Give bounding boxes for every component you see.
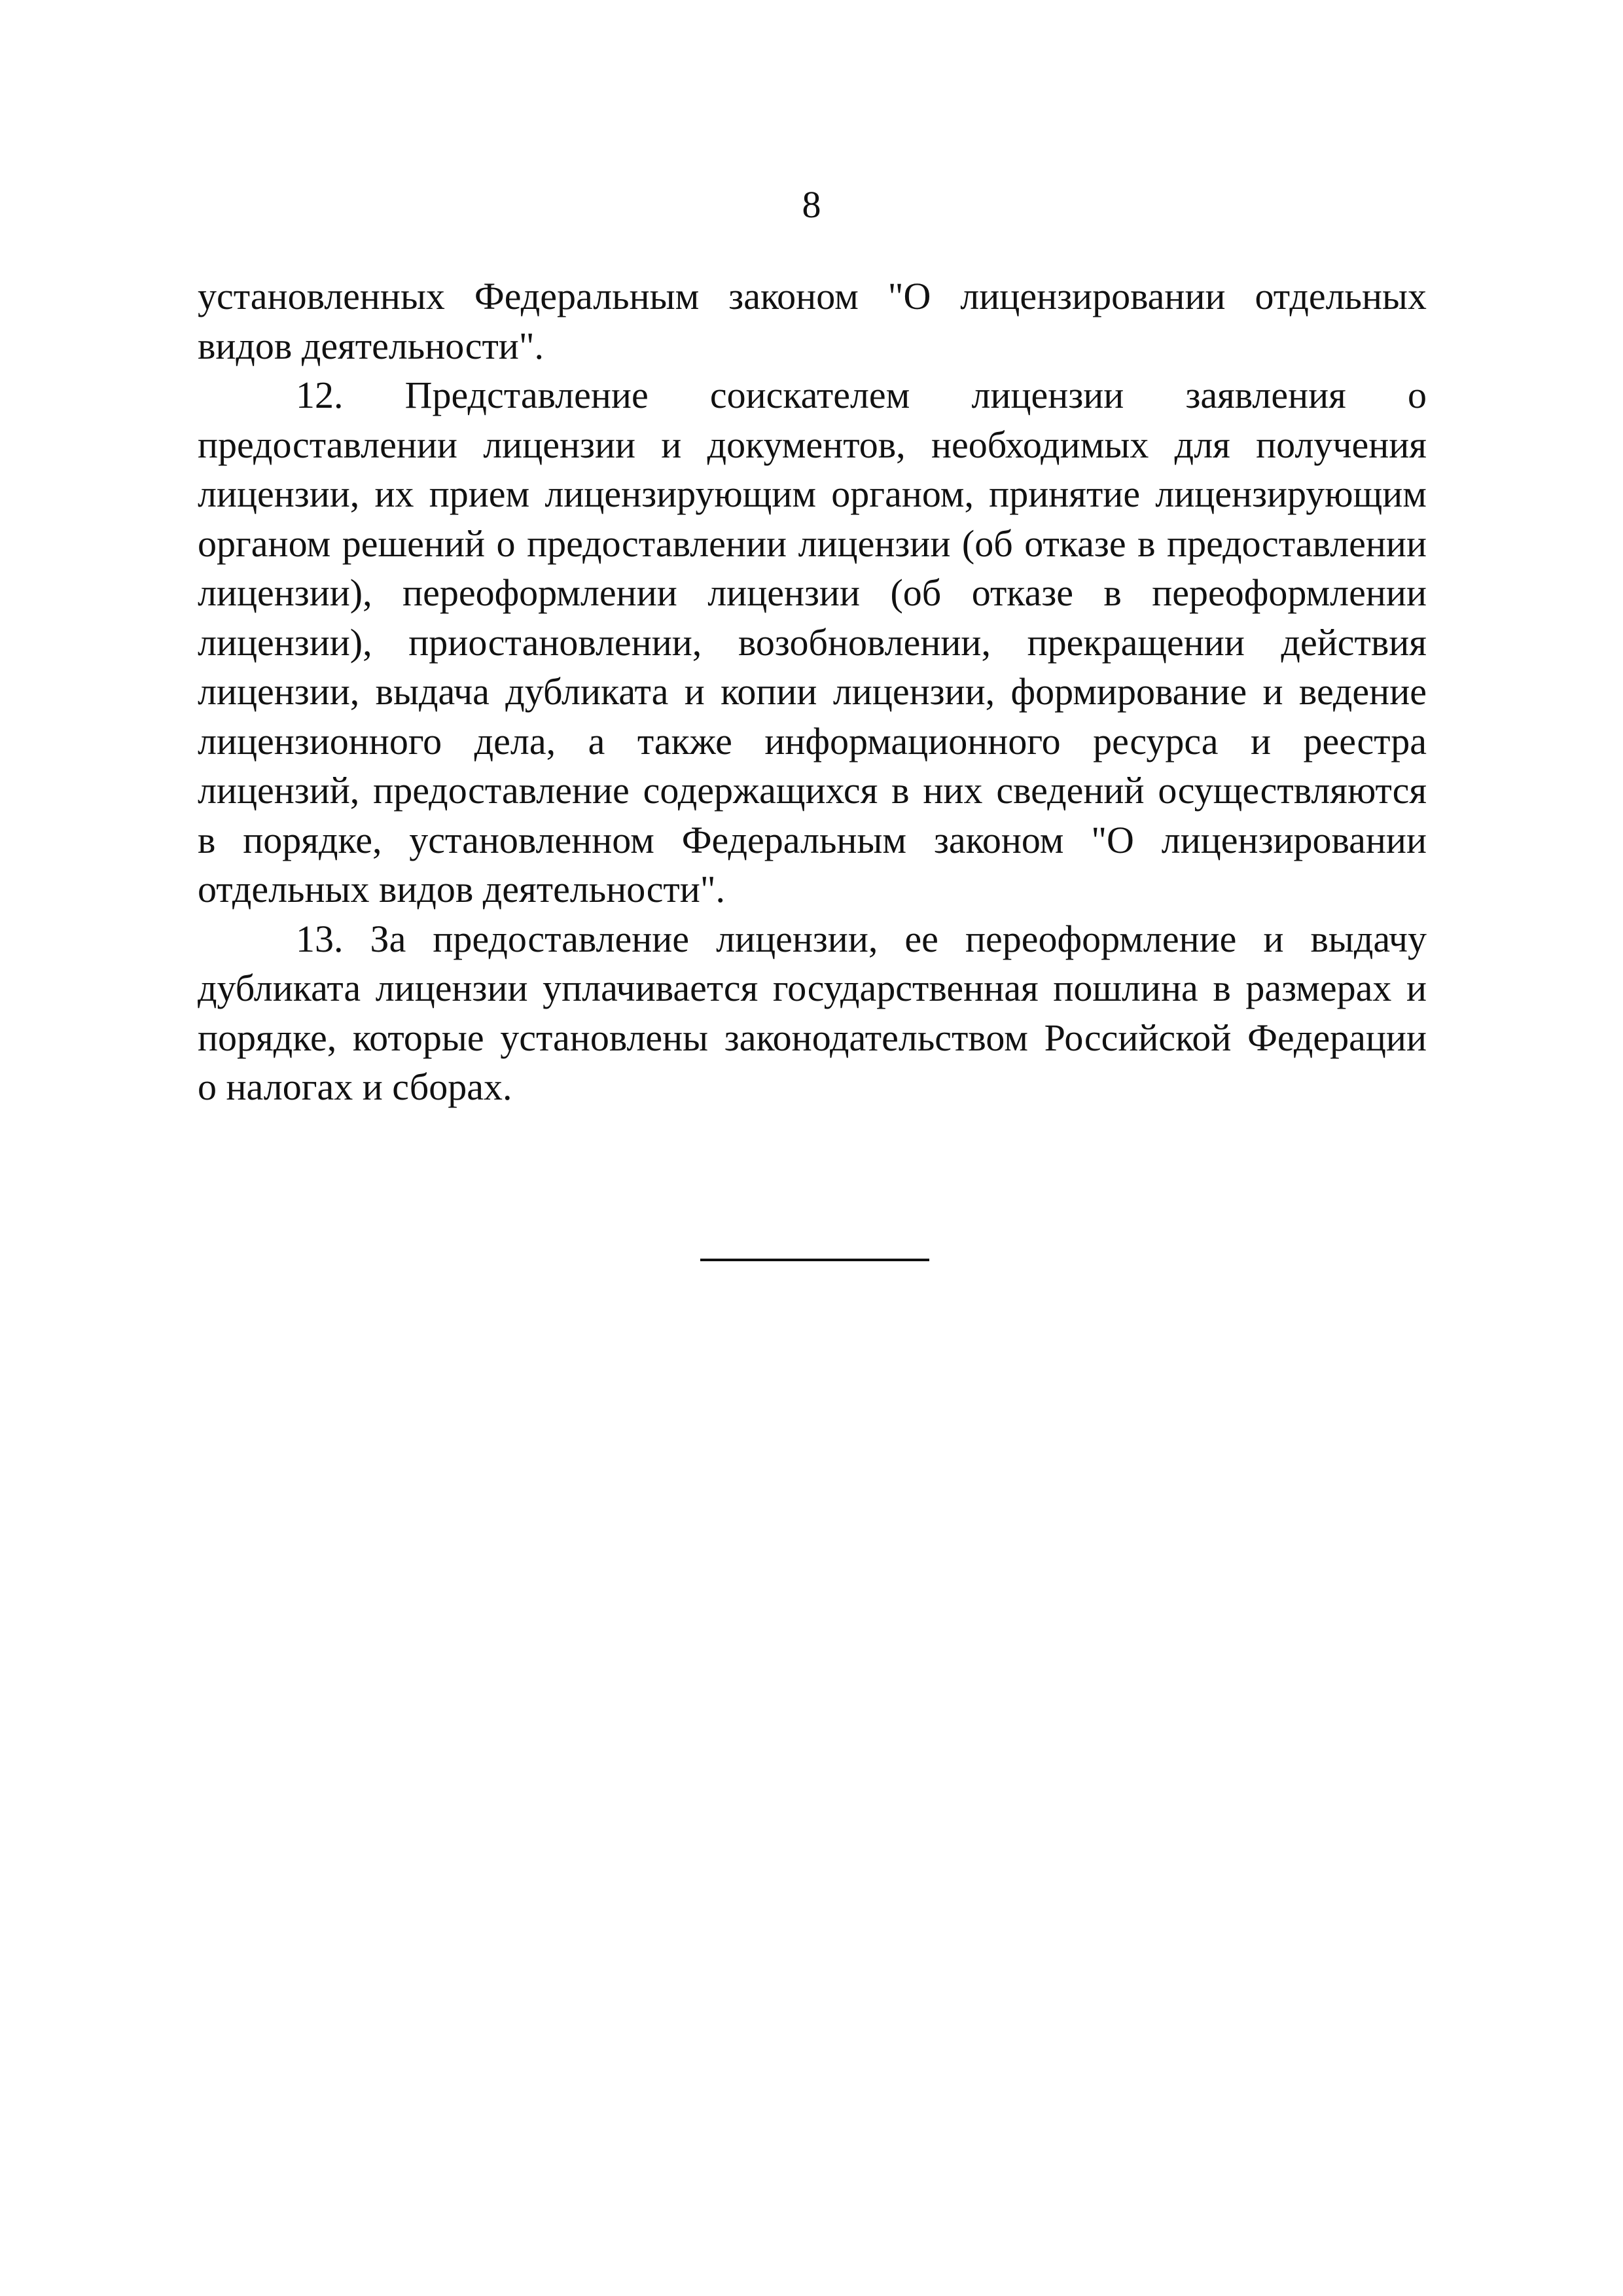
text-line: лицензии), переоформлении лицензии (об отказе в переоформлении: [198, 571, 1427, 614]
text-line: 12. Представление соискателем лицензии заявления о: [296, 374, 1427, 416]
text-line: отдельных видов деятельности".: [198, 868, 725, 910]
text-line: видов деятельности".: [198, 324, 544, 367]
text-line: органом решений о предоставлении лицензии (об отказе в предоставлении: [198, 522, 1427, 565]
text-line: лицензий, предоставление содержащихся в них сведений осуществляются: [198, 769, 1427, 812]
text-line: лицензии), приостановлении, возобновлении, прекращении действия: [198, 620, 1427, 664]
end-divider: [700, 1259, 929, 1261]
text-line: установленных Федеральным законом "О лицензировании отдельных: [198, 275, 1427, 317]
text-line: порядке, которые установлены законодательством Российской Федерации: [198, 1016, 1427, 1059]
text-line: лицензионного дела, а также информационного ресурса и реестра: [198, 719, 1427, 762]
text-line: дубликата лицензии уплачивается государственная пошлина в размерах и: [198, 967, 1427, 1009]
text-line: лицензии, их прием лицензирующим органом, принятие лицензирующим: [198, 473, 1427, 515]
text-line: 13. За предоставление лицензии, ее переоформление и выдачу: [296, 917, 1427, 960]
document-body: [198, 272, 1427, 1112]
text-line: лицензии, выдача дубликата и копии лицензии, формирование и ведение: [198, 670, 1427, 713]
text-line: предоставлении лицензии и документов, необходимых для получения: [198, 423, 1427, 466]
text-line: о налогах и сборах.: [198, 1066, 512, 1108]
page-number: 8: [802, 183, 821, 226]
text-line: в порядке, установленном Федеральным законом "О лицензировании: [198, 818, 1427, 861]
